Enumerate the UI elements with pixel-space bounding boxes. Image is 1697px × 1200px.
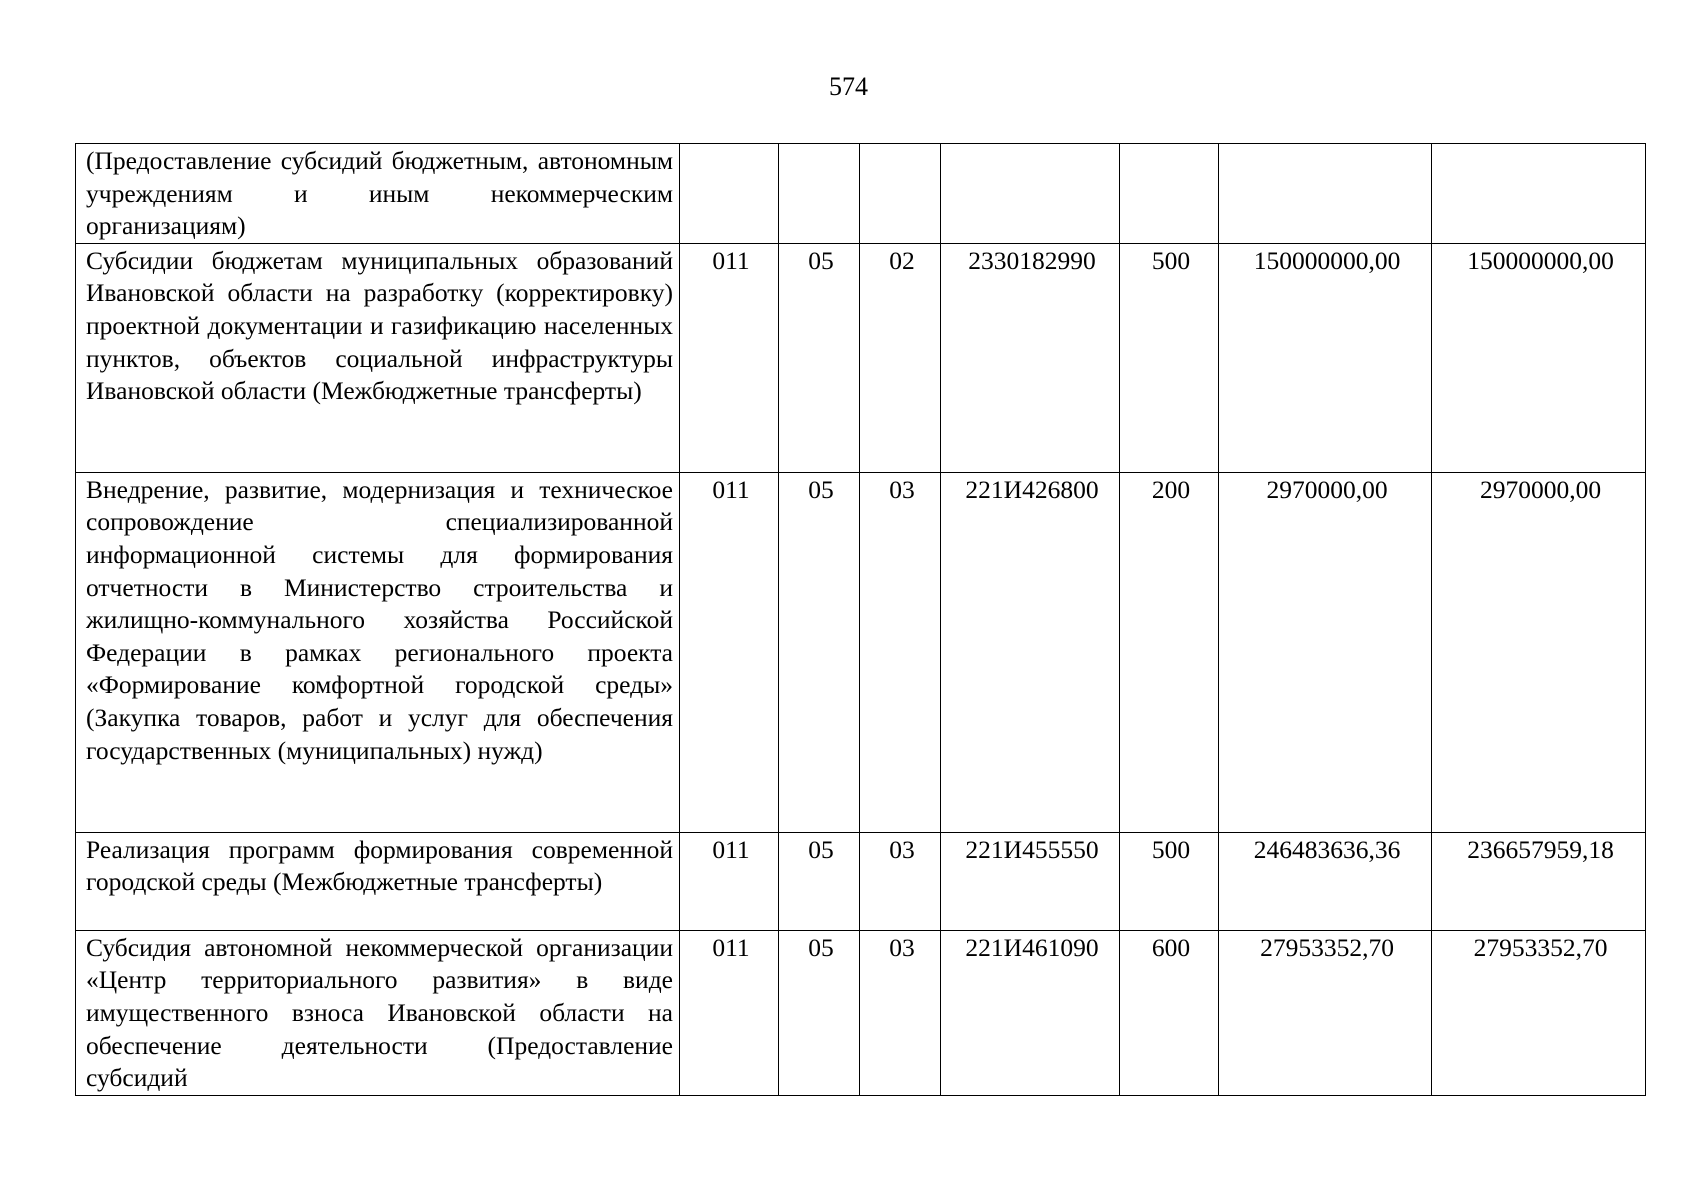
row-description: Субсидия автономной некоммерческой организации «Центр территориального развития» в виде имущественного взноса Ивановской области на обеспечение деятельности (Предоставление субсидий <box>76 930 680 1095</box>
row-section: 05 <box>779 243 860 472</box>
budget-table <box>75 143 1646 1096</box>
row-amount-2: 2970000,00 <box>1432 472 1646 832</box>
row-amount-1: 150000000,00 <box>1219 243 1432 472</box>
row-subsection: 03 <box>860 832 941 930</box>
row-amount-2: 27953352,70 <box>1432 930 1646 1095</box>
row-subsection: 02 <box>860 243 941 472</box>
row-amount-1: 246483636,36 <box>1219 832 1432 930</box>
row-subsection: 03 <box>860 930 941 1095</box>
table-row <box>76 243 1646 472</box>
row-expense-type: 500 <box>1120 832 1219 930</box>
table-row <box>76 930 1646 1095</box>
row-target-article: 221И455550 <box>941 832 1120 930</box>
row-amount-2 <box>1432 144 1646 244</box>
row-admin-code: 011 <box>680 832 779 930</box>
row-amount-2: 236657959,18 <box>1432 832 1646 930</box>
row-target-article <box>941 144 1120 244</box>
row-section: 05 <box>779 472 860 832</box>
row-amount-1 <box>1219 144 1432 244</box>
table-row <box>76 472 1646 832</box>
table-row <box>76 832 1646 930</box>
row-expense-type <box>1120 144 1219 244</box>
row-admin-code: 011 <box>680 472 779 832</box>
row-expense-type: 500 <box>1120 243 1219 472</box>
row-admin-code: 011 <box>680 243 779 472</box>
row-description: Субсидии бюджетам муниципальных образований Ивановской области на разработку (корректировку) проектной документации и газификацию населенных пунктов, объектов социальной инфраструктуры Ивановской области (Межбюджетные трансферты) <box>76 243 680 472</box>
row-target-article: 221И461090 <box>941 930 1120 1095</box>
row-admin-code <box>680 144 779 244</box>
table-row <box>76 144 1646 244</box>
row-amount-1: 27953352,70 <box>1219 930 1432 1095</box>
row-expense-type: 600 <box>1120 930 1219 1095</box>
row-section: 05 <box>779 832 860 930</box>
row-description: Реализация программ формирования современной городской среды (Межбюджетные трансферты) <box>76 832 680 930</box>
row-description: Внедрение, развитие, модернизация и техническое сопровождение специализированной информационной системы для формирования отчетности в Министерство строительства и жилищно-коммунального хозяйства Российской Федерации в рамках регионального проекта «Формирование комфортной городской среды» (Закупка товаров, работ и услуг для обеспечения государственных (муниципальных) нужд) <box>76 472 680 832</box>
page-number: 574 <box>829 72 868 101</box>
row-amount-2: 150000000,00 <box>1432 243 1646 472</box>
row-admin-code: 011 <box>680 930 779 1095</box>
row-subsection <box>860 144 941 244</box>
row-target-article: 221И426800 <box>941 472 1120 832</box>
row-section: 05 <box>779 930 860 1095</box>
row-subsection: 03 <box>860 472 941 832</box>
row-expense-type: 200 <box>1120 472 1219 832</box>
row-amount-1: 2970000,00 <box>1219 472 1432 832</box>
row-description: (Предоставление субсидий бюджетным, автономным учреждениям и иным некоммерческим организациям) <box>76 144 680 244</box>
row-section <box>779 144 860 244</box>
row-target-article: 2330182990 <box>941 243 1120 472</box>
